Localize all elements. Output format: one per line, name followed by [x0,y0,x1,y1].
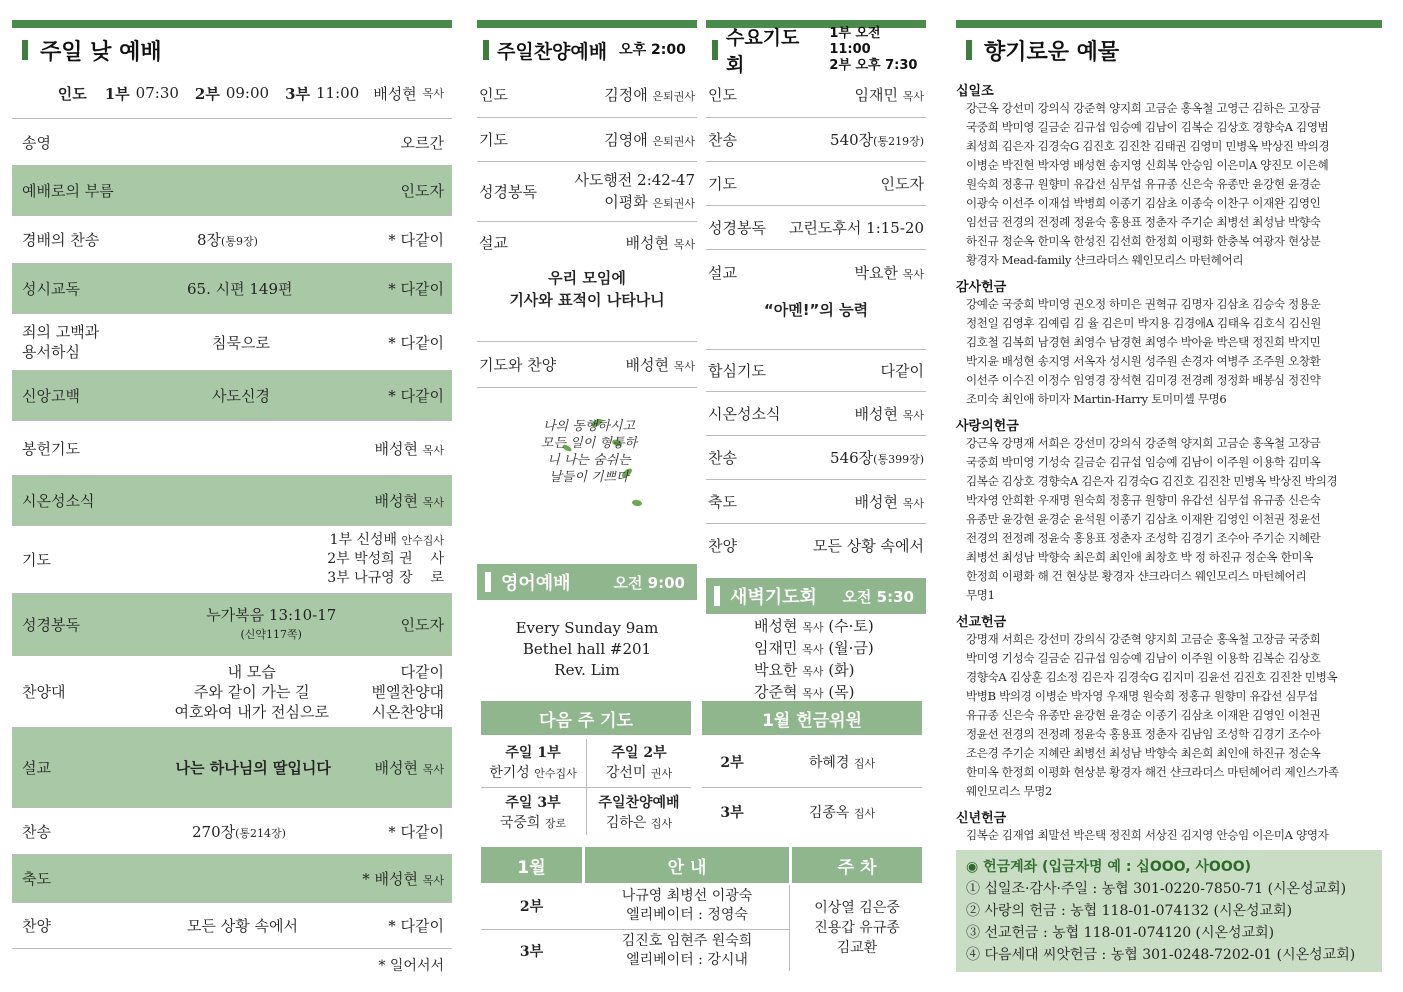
guide-elevator: 엘리베이터 : 정영숙 [626,907,748,923]
committee-slot: 2부 [720,755,744,771]
order-label: 찬양대 [22,683,66,701]
prayer-role: 권사 [650,767,673,780]
order-label: 예배로의 부름 [22,182,114,200]
praise-title: 주일찬양예배 [497,40,608,63]
wednesday-time: 2부 오후 7:30 [829,58,918,73]
prayer-3: 3부 나규영 장 [327,570,413,586]
row-value: 인도자 [880,175,924,193]
sunday-header [12,28,452,72]
dawn-days: (목) [828,683,855,701]
service3-time: 11:00 [316,84,360,102]
order-row [12,656,452,728]
order-leader: 오르간 [400,133,444,152]
order-content-note: (통9장) [221,235,258,248]
choir-name: 다같이 [400,662,444,681]
row-value: 다같이 [880,362,924,380]
prayer-name: 한기성 [489,765,530,781]
order-content: 65. 시편 149편 [187,280,293,298]
committee-slot: 3부 [720,805,744,821]
thanks-names [956,295,1382,409]
bullet-icon [714,586,720,606]
order-leader-role: 목사 [422,763,444,776]
guide-slot: 3부 [519,944,544,960]
guide-title: 안 내 [585,847,789,883]
wednesday-row [706,436,926,480]
order-leader: 인도자 [400,182,444,200]
dawn-days: (화) [828,661,855,679]
order-content: 누가복음 13:10-17 [206,605,337,624]
name-line: 이선주 이수진 이정수 임영경 장석현 김미경 전경례 정정화 배봉심 정진약 [966,373,1321,387]
name-line: 김호철 김복희 남경현 최영수 남경현 최영수 박아윤 박은택 정진희 박지민 [966,335,1321,349]
prayer-cell [587,739,691,785]
committee-role: 집사 [853,807,876,820]
name-line: 박지윤 배성현 송지영 서옥자 성시원 성주원 손경자 여병주 조주원 오창환 [966,354,1321,368]
tithe-names [956,99,1382,270]
account-line: ① 십일조·감사·주일 : 농협 301-0220-7850-71 (시온성교회) [966,881,1347,897]
sermon-title: “아멘!”의 능력 [763,301,869,319]
bullet-icon [966,40,972,60]
dawn-role: 목사 [802,643,824,656]
account-line: ③ 선교헌금 : 농협 118-01-074120 (시온성교회) [966,925,1275,941]
name-line: 전경의 전정례 정윤숙 홍용표 정춘자 조성학 김경기 조수아 주기순 지혜란 [966,531,1321,545]
order-label: 축도 [22,870,51,888]
row-label: 설교 [708,264,737,282]
wednesday-row [706,118,926,162]
row-name: 배성현 [625,356,669,374]
sermon-title: 우리 모임에 [548,269,626,287]
prayer-name: 김하은 [605,815,647,831]
name-line: 최병선 최성남 박향숙 최은희 최인애 최창호 박 정 하진규 정순옥 한미옥 [966,550,1314,564]
sermon-title: 나는 하나님의 딸입니다 [175,759,331,777]
row-label: 찬양 [708,536,737,555]
order-label: 성경봉독 [22,616,80,634]
service1-time: 07:30 [135,84,179,102]
sunday-schedule [12,72,452,114]
wednesday-row [706,524,926,566]
parking-names: 진용갑 유규종 [814,920,900,936]
row-value: 540장 [830,131,874,149]
row-role: 은퇴권사 [652,196,695,210]
bullet-icon [22,40,28,60]
praise-row [477,118,697,162]
newyear-names [956,826,1382,845]
footnote: * 일어서서 [378,958,444,974]
wednesday-sermon [706,262,926,350]
name-line: 강명재 서희은 강선미 강의식 강준혁 양지희 고금순 홍옥철 고장금 국중희 [966,632,1321,646]
name-line: 한정희 이평화 해 건 현상분 황경자 샨크라더스 웨인모리스 마턴헤어리 [966,569,1307,583]
dawn-role: 목사 [802,665,824,678]
order-label: 송영 [22,133,51,152]
order-content-note: (통214장) [235,826,286,840]
order-row [12,166,452,216]
order-content: 침묵으로 [212,333,270,352]
order-row [12,594,452,656]
dawn-leader: 강준혁 [754,683,798,701]
committee-name: 김종옥 [808,805,850,821]
english-line: Rev. Lim [554,661,620,679]
row-role: 목사 [902,90,924,103]
parking-names: 이상열 김은중 [814,900,900,916]
dawn-leaders [706,614,926,704]
row-value: 546장 [830,449,874,467]
bullet-icon [485,572,491,592]
wednesday-row [706,392,926,436]
tithe-title: 십일조 [956,84,994,99]
prayer-name: 강선미 [605,765,647,781]
name-line: 한미옥 한정희 이평화 현상분 황경자 해건 샨크라더스 마턴헤어리 제인스가족 [966,765,1339,779]
row-label: 인도 [479,86,508,104]
row-value: 모든 상황 속에서 [813,536,924,555]
guide-elevator: 엘리베이터 : 강시내 [626,952,748,968]
order-leader: * 다같이 [388,387,444,405]
order-row [12,526,452,594]
dawn-role: 목사 [802,687,824,700]
name-line: 경향숙A 김상훈 김소정 김은자 김경숙G 김지미 김윤선 김진호 김진찬 민병옥 [966,670,1338,684]
next-prayer-title: 다음 주 기도 [481,701,691,735]
name-line: 정윤선 전경의 전정례 정윤숙 홍용표 정춘자 김남임 조성학 김경기 조수아 [966,727,1321,741]
praise-row [477,72,697,118]
dawn-leader: 박요한 [754,661,798,679]
order-row [12,216,452,264]
order-label: 성시교독 [22,280,80,298]
praise-row [477,162,697,222]
prayer-slot: 주일 3부 [505,795,561,811]
prayer-1: 1부 신성배 [329,532,398,548]
row-label: 설교 [479,234,508,252]
praise-time: 오후 2:00 [619,42,686,58]
wednesday-row [706,162,926,206]
divider [956,20,1382,28]
name-line: 무명1 [966,588,995,602]
order-content: 8장 [197,231,222,249]
choir-name: 시온찬양대 [371,702,444,721]
offerings-column [956,0,1382,845]
name-line: 임선금 전경의 전정례 정윤숙 홍용표 정춘자 주기순 최병선 최성남 박향숙 [966,215,1321,229]
name-line: 원숙희 정홍규 원향미 유갑선 심무섭 유규종 신은숙 유종만 윤강현 윤경순 [966,177,1321,191]
name-line: 김복순 김재엽 최말선 박은택 정진희 서상진 김지영 안승임 이은미A 양영자 [966,828,1329,842]
row-role: 목사 [902,268,924,281]
order-label: 찬양 [22,917,51,935]
dawn-title: 새벽기도회 [730,587,817,608]
order-content-note: (신약117쪽) [240,627,302,641]
order-label: 신앙고백 [22,387,80,405]
love-title: 사랑의헌금 [956,419,1019,434]
name-line: 황경자 Mead-family 샨크라더스 웨인모리스 마턴헤어리 [966,253,1244,267]
order-leader: 배성현 [374,439,418,458]
order-leader: * 다같이 [388,822,444,841]
bullet-icon [483,40,489,60]
prayer-role: 집사 [650,817,673,830]
name-line: 조미숙 최인애 하미자 Martin-Harry 토미미셸 무명6 [966,392,1227,406]
row-name: 이평화 [604,192,648,211]
row-label: 인도 [708,86,737,104]
row-name: 김정애 [604,86,648,104]
choir-name: 벧엘찬양대 [371,682,444,701]
wednesday-row [706,206,926,250]
order-row [12,903,452,949]
name-line: 국중희 박미영 길금순 김규섭 임승예 김남이 김복순 김상호 경향숙A 김영범 [966,120,1329,134]
calligraphy-text: 나의 동행하시고 모든 일이 형통하니 나는 숨쉬는 날들이 기쁘다 [540,419,638,485]
row-label: 찬송 [708,449,737,467]
row-name: 배성현 [854,493,898,511]
order-row [12,314,452,371]
name-line: 박미영 기성숙 길금순 김규섭 임승예 김남이 이주원 이용학 김복순 김상호 [966,651,1321,665]
praise-sermon [477,232,697,342]
name-line: 유규종 신은숙 유종만 윤강현 윤경순 이종기 김삼초 이재완 김영인 이천권 [966,708,1321,722]
prayer-3-role: 로 [430,570,444,586]
thanks-title: 감사헌금 [956,280,1007,295]
order-leader-role: 목사 [422,496,444,509]
prayer-cell [481,789,585,835]
prayer-1-role: 안수집사 [401,534,444,547]
offerings-title: 향기로운 예물 [984,39,1120,65]
name-line: 이병순 박진현 박자영 배성현 송지영 신희복 안승임 이은미A 양진모 이은혜 [966,158,1329,172]
wednesday-header [706,26,926,76]
prayer-name: 국중희 [499,815,541,831]
reading-passage: 사도행전 2:42-47 [574,170,695,189]
divider [12,20,452,28]
parking-title: 주 차 [792,847,922,883]
row-role: 목사 [902,409,924,422]
order-content: 270장 [192,822,236,841]
order-leader: * 다같이 [388,280,444,298]
committee-title: 1월 헌금위원 [702,701,922,735]
row-name: 배성현 [625,234,669,252]
prayer-cell [587,789,691,835]
prayer-role: 안수집사 [534,767,577,780]
order-label: 찬송 [22,822,51,841]
name-line: 유종만 윤강현 윤경순 윤석원 이종기 김삼초 이재완 김영인 이천권 정윤선 [966,512,1321,526]
order-row [12,421,452,476]
prayer-2: 2부 박성희 권 [327,551,413,567]
wednesday-title: 수요기도회 [725,27,800,76]
name-line: 정천일 김영후 김예림 김 율 김은미 박지용 김경애A 김태옥 김호식 김신원 [966,316,1322,330]
name-line: 최성희 김은자 김경숙G 김진호 김진찬 김태권 김영미 민병옥 박상진 박의경 [966,139,1330,153]
name-line: 조은경 주기순 지혜란 최병선 최성남 박향숙 최은희 최인애 하진규 정순옥 [966,746,1321,760]
row-name: 배성현 [854,405,898,423]
row-label: 성경봉독 [708,219,766,237]
calligraphy-illustration [477,388,697,556]
prayer-role: 장로 [544,817,567,830]
guide-slot: 2부 [519,899,544,915]
order-row [12,119,452,166]
parking-names: 김교환 [836,940,878,956]
prayer-slot: 주일찬양예배 [598,795,680,811]
name-line: 강근옥 강명재 서희은 강선미 강의식 강준혁 양지희 고금순 홍옥철 고장금 [966,436,1321,450]
service3-label: 3부 [285,84,311,103]
name-line: 하진규 정순옥 한미옥 한성진 김선희 한정희 이평화 한충복 여광자 현상분 [966,234,1321,248]
sunday-column [12,0,452,975]
account-line: ④ 다음세대 씨앗헌금 : 농협 301-0248-7202-01 (시온성교회) [966,947,1356,963]
service2-time: 09:00 [225,84,270,102]
row-name: 임재민 [854,86,898,104]
order-label: 설교 [22,759,51,777]
english-line: Every Sunday 9am [515,619,659,637]
name-line: 강예순 국중희 박미영 권오정 하미은 권혁규 김명자 김삼초 김승숙 정용운 [966,297,1321,311]
order-content: 모든 상황 속에서 [187,917,298,935]
order-label: 봉헌기도 [22,439,80,458]
row-label: 성경봉독 [479,183,537,201]
offerings-header [956,28,1382,72]
order-leader: 배성현 [374,492,418,510]
guide-table [481,847,922,971]
order-leader-role: 목사 [422,443,444,457]
order-row [12,855,452,903]
choir-song: 내 모습 [227,662,276,681]
sermon-title: 기사와 표적이 나타나니 [509,291,665,309]
dawn-leader: 임재민 [754,639,798,657]
order-content: 사도신경 [212,387,270,405]
praise-column [477,0,697,700]
wednesday-column [706,0,926,704]
order-leader: * 다같이 [388,917,444,935]
row-label: 기도 [708,175,737,193]
row-note: (통399장) [873,453,924,466]
dawn-leader: 배성현 [754,617,798,635]
choir-song: 여호와여 내가 전심으로 [174,702,329,721]
guide-names: 김진호 임현주 원숙희 [621,933,753,949]
row-label: 기도와 찬양 [479,356,557,374]
love-names [956,434,1382,605]
next-prayer-table [481,701,691,835]
prayer-2-role: 사 [430,551,444,567]
name-line: 국중희 박미영 기성숙 길금순 김규섭 임승예 김남이 이주원 이용학 김미옥 [966,455,1321,469]
order-label: 용서하심 [22,343,80,361]
order-leader: 배성현 [374,759,418,777]
leader-label: 인도 [57,84,87,103]
order-label: 기도 [22,551,51,569]
row-role: 은퇴권사 [652,90,695,103]
name-line: 박병B 박의경 이병순 박자영 우재명 원숙희 정홍규 원향미 유갑선 심무섭 [966,689,1318,703]
guide-names: 나규영 최병선 이광숙 [621,888,753,904]
service1-label: 1부 [104,84,130,103]
order-leader: * 다같이 [388,231,444,249]
committee-name: 하혜경 [808,755,850,771]
row-role: 목사 [673,360,695,373]
row-role: 은퇴권사 [652,135,695,148]
wednesday-time: 1부 오전 11:00 [829,26,881,57]
accounts-title: ◉ 헌금계좌 (입금자명 예 : 십OOO, 사OOO) [966,859,1252,875]
leader-name: 배성현 [373,84,417,103]
english-line: Bethel hall #201 [522,640,652,658]
bank-accounts [956,850,1382,972]
prayer-slot: 주일 1부 [505,745,561,761]
order-leader-role: 목사 [422,874,444,887]
choir-song: 주와 같이 가는 길 [193,682,310,701]
order-row [12,264,452,314]
row-role: 목사 [902,497,924,510]
sunday-title: 주일 낮 예배 [40,39,162,65]
order-row [12,808,452,855]
row-name: 박요한 [854,264,898,282]
mission-title: 선교헌금 [956,615,1007,630]
order-label: 경배의 찬송 [22,231,100,249]
dawn-header [706,578,926,614]
dawn-days: (월·금) [828,639,874,657]
english-time: 오전 9:00 [613,573,685,592]
name-line: 웨인모리스 무명2 [966,784,1053,798]
praise-row [477,342,697,388]
row-note: (통219장) [873,135,924,148]
mission-names [956,630,1382,801]
english-title: 영어예배 [501,573,571,594]
leader-role: 목사 [422,87,444,100]
order-leader: 인도자 [400,616,444,634]
praise-header [477,28,697,72]
name-line: 이광숙 이선주 이재섭 박병희 이종기 김삼초 이종숙 이찬구 이재완 김영인 [966,196,1321,210]
row-label: 시온성소식 [708,405,781,423]
row-label: 합심기도 [708,362,766,380]
guide-month: 1월 [481,847,582,883]
order-leader: * 배성현 [362,870,418,888]
committee-role: 집사 [853,757,876,770]
wednesday-row [706,350,926,392]
service2-label: 2부 [194,84,220,103]
row-label: 축도 [708,493,737,511]
dawn-days: (수·토) [828,617,874,635]
row-role: 목사 [673,238,695,251]
dawn-time: 오전 5:30 [842,587,914,606]
newyear-title: 신년헌금 [956,811,1007,826]
prayer-slot: 주일 2부 [611,745,667,761]
name-line: 강근옥 강선미 강의식 강준혁 양지희 고금순 홍옥철 고영근 김하은 고장금 [966,101,1321,115]
account-line: ② 사랑의 헌금 : 농협 118-01-074132 (시온성교회) [966,903,1293,919]
prayer-cell [481,739,585,785]
row-value: 고린도후서 1:15-20 [788,219,924,237]
order-row [12,371,452,421]
order-leader: * 다같이 [388,333,444,352]
row-label: 찬송 [708,131,737,149]
order-label: 죄의 고백과 [22,323,100,341]
dawn-role: 목사 [802,621,824,634]
row-label: 기도 [479,131,508,149]
bullet-icon [712,40,718,60]
order-label: 시온성소식 [22,492,95,510]
english-info [477,600,697,700]
offering-committee [702,701,922,835]
wednesday-row [706,480,926,524]
name-line: 박자영 안희환 우재명 원숙희 정홍규 원향미 유갑선 심무섭 유규종 신은숙 [966,493,1321,507]
english-header [477,564,697,600]
row-name: 김영애 [604,131,648,149]
order-row [12,476,452,526]
divider [477,20,697,28]
name-line: 김복순 김상호 경향숙A 김은자 김경숙G 김진호 김진찬 민병옥 박상진 박의경 [966,474,1338,488]
wednesday-row [706,72,926,118]
order-row [12,728,452,808]
